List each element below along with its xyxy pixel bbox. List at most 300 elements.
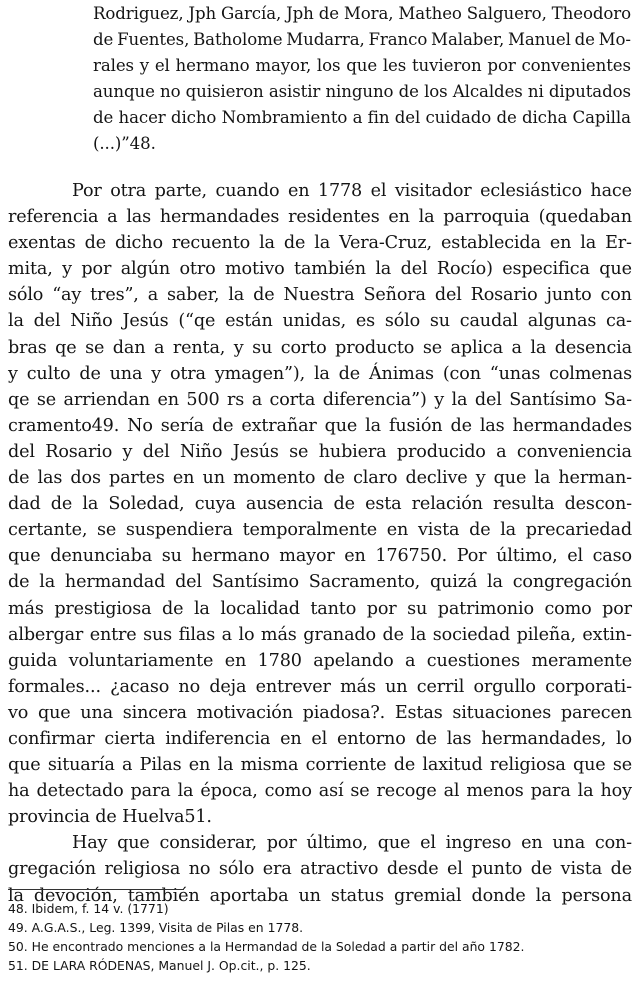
word: Por bbox=[456, 546, 487, 567]
word: era bbox=[262, 859, 292, 880]
word: por bbox=[81, 259, 112, 280]
word: al bbox=[443, 781, 460, 802]
word: cuidado bbox=[425, 108, 492, 127]
word: religiosa bbox=[489, 755, 566, 776]
text-line bbox=[8, 361, 632, 387]
word: motivación bbox=[196, 702, 293, 723]
word: de bbox=[8, 468, 30, 489]
word: último, bbox=[496, 546, 558, 567]
word: del bbox=[394, 108, 421, 127]
word: que bbox=[37, 702, 71, 723]
word: arriendan bbox=[63, 389, 150, 410]
word: les bbox=[382, 56, 407, 75]
word: Santísimo bbox=[211, 572, 299, 593]
word: sólo bbox=[8, 285, 44, 306]
word: el bbox=[447, 859, 463, 880]
word: fusión bbox=[388, 415, 443, 436]
word: asistir bbox=[268, 82, 321, 101]
word: mayor bbox=[279, 546, 335, 567]
word: 1778 bbox=[317, 181, 363, 201]
word: dicho bbox=[114, 233, 163, 254]
text-line bbox=[8, 674, 632, 700]
word: provincia bbox=[8, 807, 90, 828]
word: “unas bbox=[489, 363, 541, 384]
word: del bbox=[400, 259, 428, 280]
word: época, bbox=[200, 781, 258, 802]
word: Capilla bbox=[572, 108, 631, 127]
text-line bbox=[93, 27, 631, 53]
word: atractivo bbox=[300, 859, 379, 880]
word: piadosa?. bbox=[302, 702, 386, 723]
word: cerril bbox=[416, 676, 465, 697]
word: Rosario bbox=[45, 441, 113, 462]
word: declive bbox=[405, 468, 468, 489]
word: de bbox=[333, 494, 355, 515]
word: del bbox=[474, 389, 502, 410]
text-line bbox=[8, 387, 632, 413]
word: Malaber, bbox=[431, 30, 505, 49]
text-line bbox=[8, 700, 632, 726]
text-line bbox=[93, 105, 631, 131]
word: punto bbox=[471, 859, 523, 880]
text-line bbox=[8, 569, 632, 595]
word: sería bbox=[160, 415, 205, 436]
word: la bbox=[534, 468, 551, 489]
word: residentes bbox=[288, 207, 380, 228]
word: Jph bbox=[286, 4, 314, 23]
word: Rosario bbox=[470, 285, 538, 306]
word: del bbox=[175, 572, 202, 593]
word: la bbox=[451, 389, 468, 410]
word: a bbox=[496, 441, 507, 462]
word: Nombramiento bbox=[221, 108, 348, 127]
word: vo bbox=[8, 702, 29, 723]
word: Theodoro bbox=[551, 4, 631, 23]
word: lo bbox=[238, 624, 255, 645]
word: Mo- bbox=[598, 30, 631, 49]
word: hermandad bbox=[64, 572, 166, 593]
text-line bbox=[8, 413, 632, 439]
word: ¿acaso bbox=[110, 676, 170, 697]
word: dicha bbox=[521, 108, 568, 127]
word: su bbox=[407, 598, 428, 619]
word: mita, bbox=[8, 259, 53, 280]
word: de bbox=[79, 363, 101, 384]
word: (...)”48. bbox=[93, 134, 156, 153]
word: se bbox=[422, 337, 442, 358]
word: que bbox=[8, 755, 41, 776]
word: junto bbox=[546, 285, 592, 306]
word: Señora bbox=[363, 285, 426, 306]
word: del bbox=[142, 441, 170, 462]
word: para bbox=[530, 781, 571, 802]
word: también bbox=[127, 885, 200, 906]
word: (“qe bbox=[178, 311, 216, 332]
word: gregación bbox=[8, 859, 96, 880]
word: vista bbox=[560, 859, 603, 880]
word: otra bbox=[169, 363, 206, 384]
word: que bbox=[572, 755, 606, 776]
word: algunas bbox=[527, 311, 597, 332]
word: a bbox=[251, 389, 263, 410]
word: las bbox=[446, 728, 472, 749]
word: y bbox=[139, 56, 150, 75]
word: misma bbox=[240, 755, 299, 776]
text-line bbox=[8, 752, 632, 778]
word: de bbox=[496, 108, 517, 127]
block-quote bbox=[93, 1, 631, 157]
word: colmenas bbox=[549, 363, 632, 384]
word: Batholome bbox=[193, 30, 283, 49]
word: Fuentes, bbox=[117, 30, 190, 49]
word: No bbox=[127, 415, 153, 436]
word: la bbox=[577, 781, 594, 802]
text-line bbox=[8, 543, 632, 569]
word: corta bbox=[269, 389, 316, 410]
word: tres”, bbox=[90, 285, 139, 306]
word: el bbox=[154, 56, 170, 75]
word: la bbox=[313, 363, 330, 384]
word: Matheo bbox=[398, 4, 462, 23]
word: de bbox=[253, 285, 275, 306]
word: diputados bbox=[548, 82, 631, 101]
word: dicho bbox=[170, 108, 217, 127]
word: de bbox=[574, 30, 595, 49]
word: considerar, bbox=[159, 833, 257, 854]
word: bras bbox=[8, 337, 47, 358]
word: Rodriguez, bbox=[93, 4, 184, 23]
word: renta, bbox=[172, 337, 226, 358]
word: “ay bbox=[52, 285, 82, 306]
word: de bbox=[50, 494, 73, 515]
word: detectado bbox=[36, 781, 124, 802]
footnote: 50. He encontrado menciones a la Hermandad de la Soledad a partir del año 1782. bbox=[8, 939, 525, 954]
word: relación bbox=[411, 494, 483, 515]
word: y bbox=[233, 337, 244, 358]
word: a bbox=[107, 207, 118, 228]
word: cramento49. bbox=[8, 415, 120, 436]
text-line bbox=[8, 204, 632, 230]
word: indiferencia bbox=[165, 728, 271, 749]
word: voluntariamente bbox=[68, 650, 214, 671]
word: a bbox=[352, 108, 363, 127]
word: localidad bbox=[220, 598, 300, 619]
word: albergar bbox=[8, 624, 84, 645]
word: de bbox=[93, 30, 114, 49]
word: la bbox=[82, 494, 99, 515]
text-line bbox=[93, 1, 631, 27]
word: la bbox=[177, 781, 194, 802]
word: hoy bbox=[600, 781, 632, 802]
word: tanto bbox=[310, 598, 357, 619]
word: Niño bbox=[179, 441, 223, 462]
word: hace bbox=[590, 181, 632, 201]
word: ymagen”), bbox=[214, 363, 306, 384]
word: a bbox=[153, 337, 165, 358]
text-line bbox=[8, 282, 632, 308]
word: con- bbox=[594, 833, 632, 854]
word: sincera bbox=[122, 702, 187, 723]
word: mayor, bbox=[255, 56, 312, 75]
word: quizá bbox=[429, 572, 478, 593]
word: Huelva51. bbox=[122, 807, 212, 828]
word: meramente bbox=[531, 650, 632, 671]
word: por bbox=[487, 56, 516, 75]
word: el bbox=[567, 546, 583, 567]
word: se bbox=[350, 781, 370, 802]
body-text bbox=[8, 178, 632, 909]
word: fin bbox=[367, 108, 390, 127]
word: que bbox=[324, 415, 358, 436]
word: Sa- bbox=[603, 389, 632, 410]
word: Hay bbox=[72, 833, 108, 854]
word: de bbox=[338, 363, 361, 384]
word: aplica bbox=[450, 337, 503, 358]
text-line bbox=[8, 726, 632, 752]
word: por bbox=[602, 598, 632, 619]
word: el bbox=[370, 181, 387, 201]
word: con bbox=[600, 285, 632, 306]
word: 1780 bbox=[257, 650, 302, 671]
word: la bbox=[217, 755, 234, 776]
word: la bbox=[314, 233, 331, 254]
word: referencia bbox=[8, 207, 99, 228]
word: la bbox=[410, 624, 427, 645]
word: de bbox=[283, 233, 306, 254]
word: la bbox=[365, 415, 381, 436]
word: otro bbox=[179, 259, 216, 280]
word: producto bbox=[335, 337, 415, 358]
word: se bbox=[36, 389, 57, 410]
word: apelando bbox=[313, 650, 394, 671]
word: y bbox=[151, 363, 162, 384]
word: que bbox=[599, 259, 632, 280]
word: Estas bbox=[394, 702, 443, 723]
text-line bbox=[8, 622, 632, 648]
word: en bbox=[280, 728, 302, 749]
word: de bbox=[84, 233, 106, 254]
word: y bbox=[475, 468, 486, 489]
word: aportaba bbox=[209, 885, 289, 906]
word: donde bbox=[471, 885, 526, 906]
word: sociedad bbox=[432, 624, 511, 645]
text-line bbox=[93, 53, 631, 79]
word: devoción, bbox=[33, 885, 118, 906]
word: un bbox=[202, 468, 225, 489]
word: la bbox=[487, 572, 503, 593]
word: y bbox=[122, 441, 133, 462]
word: las bbox=[126, 207, 152, 228]
word: establecida bbox=[440, 233, 541, 254]
word: otra bbox=[110, 181, 147, 201]
word: la bbox=[418, 207, 435, 228]
word: de bbox=[211, 415, 234, 436]
word: entrever bbox=[255, 676, 331, 697]
word: que bbox=[8, 546, 41, 567]
word: de bbox=[93, 108, 114, 127]
word: 176750. bbox=[375, 546, 448, 567]
word: de bbox=[393, 755, 416, 776]
word: denunciaba bbox=[50, 546, 153, 567]
text-line bbox=[8, 778, 632, 804]
word: confirmar bbox=[8, 728, 95, 749]
word: más bbox=[340, 676, 376, 697]
word: los bbox=[424, 82, 448, 101]
word: a bbox=[221, 624, 232, 645]
word: una bbox=[80, 702, 113, 723]
word: la bbox=[375, 259, 392, 280]
word: prestigiosa bbox=[54, 598, 152, 619]
word: de bbox=[398, 82, 419, 101]
word: persona bbox=[561, 885, 632, 906]
word: Alcaldes bbox=[452, 82, 523, 101]
word: la bbox=[8, 885, 24, 906]
word: Jesús bbox=[122, 311, 169, 332]
word: no bbox=[178, 676, 201, 697]
word: gremial bbox=[393, 885, 462, 906]
word: hubiera bbox=[318, 441, 387, 462]
word: esta bbox=[365, 494, 402, 515]
word: Vera-Cruz, bbox=[339, 233, 432, 254]
word: no bbox=[159, 82, 181, 101]
word: a bbox=[147, 285, 159, 306]
word: quisieron bbox=[185, 82, 264, 101]
word: filas bbox=[178, 624, 216, 645]
word: ingreso bbox=[445, 833, 512, 854]
footnote: 48. Ibidem, f. 14 v. (1771) bbox=[8, 901, 169, 916]
word: en bbox=[388, 207, 410, 228]
word: exentas bbox=[8, 233, 76, 254]
word: herman- bbox=[558, 468, 632, 489]
word: y bbox=[8, 363, 18, 384]
word: algún bbox=[120, 259, 170, 280]
word: Rocío) bbox=[436, 259, 493, 280]
text-line bbox=[8, 517, 632, 543]
text-line bbox=[8, 439, 632, 465]
word: desde bbox=[386, 859, 439, 880]
word: entre bbox=[89, 624, 137, 645]
word: aunque bbox=[93, 82, 155, 101]
word: qe bbox=[55, 337, 77, 358]
word: convenientes bbox=[521, 56, 631, 75]
word: hacer bbox=[118, 108, 166, 127]
word: Mora, bbox=[343, 4, 394, 23]
word: las bbox=[37, 468, 63, 489]
word: extin- bbox=[582, 624, 632, 645]
word: precariedad bbox=[525, 520, 632, 541]
word: sus bbox=[143, 624, 173, 645]
word: un bbox=[385, 676, 408, 697]
word: una bbox=[109, 363, 143, 384]
word: que bbox=[377, 833, 411, 854]
word: cuya bbox=[194, 494, 236, 515]
word: eclesiástico bbox=[480, 181, 582, 201]
word: último, bbox=[306, 833, 368, 854]
word: a bbox=[511, 337, 522, 358]
word: parroquia bbox=[443, 207, 530, 228]
word: en bbox=[157, 389, 179, 410]
word: Salguero, bbox=[466, 4, 547, 23]
word: situaría bbox=[47, 755, 115, 776]
word: deja bbox=[209, 676, 247, 697]
word: corto bbox=[280, 337, 327, 358]
word: también bbox=[294, 259, 366, 280]
word: de bbox=[318, 4, 339, 23]
word: situaciones bbox=[452, 702, 552, 723]
word: especifica bbox=[502, 259, 590, 280]
word: recuento bbox=[171, 233, 251, 254]
word: rales bbox=[93, 56, 134, 75]
word: vista bbox=[417, 520, 460, 541]
word: sólo bbox=[218, 859, 255, 880]
word: caso bbox=[592, 546, 632, 567]
word: guida bbox=[8, 650, 58, 671]
word: religiosa bbox=[104, 859, 181, 880]
word: conveniencia bbox=[516, 441, 632, 462]
word: hermandades bbox=[512, 415, 632, 436]
word: las bbox=[479, 415, 505, 436]
word: una bbox=[552, 833, 586, 854]
word: de bbox=[323, 468, 345, 489]
word: parecen bbox=[560, 702, 632, 723]
word: corporati- bbox=[545, 676, 632, 697]
word: Por bbox=[72, 181, 102, 201]
word: hermandades bbox=[159, 207, 280, 228]
word: qe bbox=[8, 389, 30, 410]
text-line bbox=[8, 308, 632, 334]
word: Er- bbox=[605, 233, 632, 254]
word: la bbox=[8, 311, 24, 332]
word: de bbox=[415, 728, 437, 749]
word: laxitud bbox=[422, 755, 483, 776]
word: la bbox=[193, 598, 210, 619]
word: los bbox=[316, 56, 341, 75]
word: la bbox=[500, 520, 517, 541]
word: por bbox=[266, 833, 297, 854]
word: la bbox=[228, 285, 245, 306]
word: por bbox=[366, 598, 397, 619]
word: (quedaban bbox=[538, 207, 632, 228]
word: Jesús bbox=[232, 441, 279, 462]
word: en bbox=[287, 181, 310, 201]
word: parte, bbox=[154, 181, 207, 201]
word: tuvieron bbox=[411, 56, 482, 75]
word: cuestiones bbox=[426, 650, 520, 671]
word: entorno bbox=[336, 728, 406, 749]
word: cierta bbox=[104, 728, 156, 749]
word: patrimonio bbox=[437, 598, 534, 619]
word: diferencia”) bbox=[322, 389, 427, 410]
word: rs bbox=[227, 389, 245, 410]
word: la bbox=[530, 337, 547, 358]
word: temporalmente bbox=[242, 520, 378, 541]
word: de bbox=[469, 520, 491, 541]
word: la bbox=[580, 233, 597, 254]
word: corriente bbox=[305, 755, 387, 776]
word: pileña, bbox=[516, 624, 576, 645]
text-line bbox=[8, 178, 632, 204]
word: culto bbox=[26, 363, 71, 384]
word: el bbox=[311, 728, 328, 749]
word: del bbox=[434, 285, 462, 306]
word: a bbox=[122, 755, 133, 776]
word: motivo bbox=[224, 259, 285, 280]
word: que bbox=[117, 833, 150, 854]
word: partes bbox=[108, 468, 165, 489]
word: en bbox=[344, 546, 366, 567]
word: dan bbox=[112, 337, 146, 358]
word: extrañar bbox=[241, 415, 317, 436]
